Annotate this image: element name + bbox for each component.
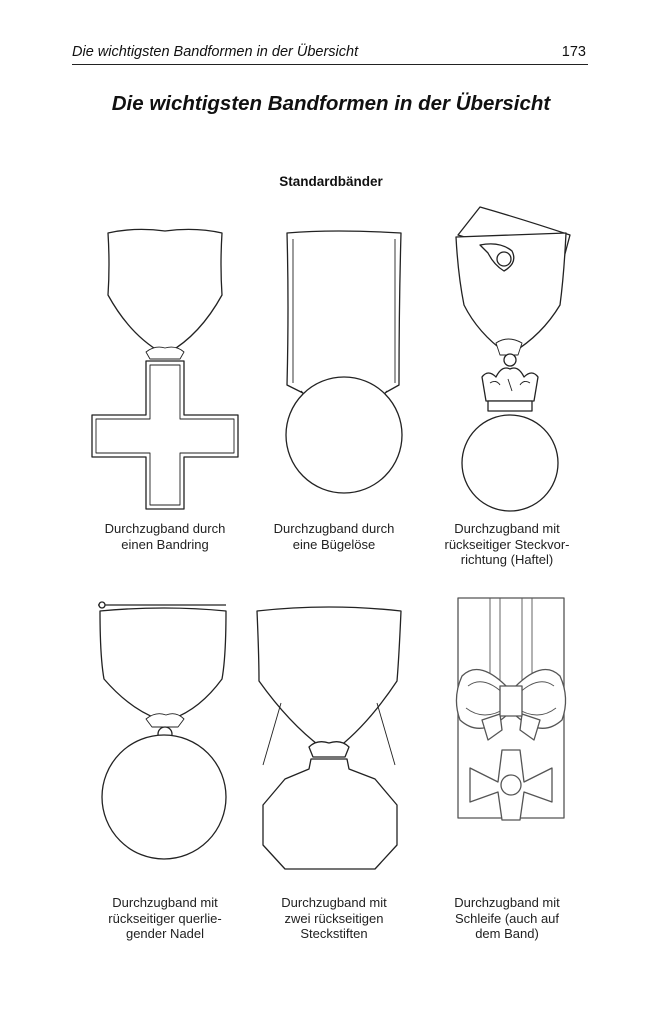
figure-4: [80, 597, 250, 957]
ribbon-pin-medal-icon: [80, 597, 250, 887]
caption-3: Durchzugband mit rückseitiger Steckvor- richtung (Haftel): [444, 521, 570, 567]
figure-5: [249, 597, 419, 957]
ribbon-studs-octagon-medal-icon: [249, 597, 419, 887]
page-number: 173: [561, 44, 586, 60]
ribbon-hook-crown-medal-icon: [422, 205, 592, 515]
running-title: Die wichtigsten Bandformen in der Übersicht: [72, 44, 359, 60]
running-head: [72, 42, 588, 65]
ribbon-bow-cross-icon: [422, 590, 592, 890]
caption-4: Durchzugband mit rückseitiger querlie- gender Nadel: [108, 895, 222, 941]
caption-2: Durchzugband durch eine Bügelöse: [273, 521, 395, 552]
ribbon-bail-medal-icon: [249, 225, 419, 515]
figure-1: [80, 225, 250, 565]
caption-5: Durchzugband mit zwei rückseitigen Steckstiften: [281, 895, 387, 941]
caption-6: Durchzugband mit Schleife (auch auf dem Band): [454, 895, 560, 941]
page-title: Die wichtigsten Bandformen in der Übersicht: [111, 92, 551, 115]
figure-2: [249, 225, 419, 565]
figure-6: [422, 590, 592, 960]
figure-3: [422, 205, 592, 585]
section-title: Standardbänder: [279, 174, 383, 189]
ribbon-ring-cross-icon: [80, 225, 250, 515]
caption-1: Durchzugband durch einen Bandring: [104, 521, 226, 552]
